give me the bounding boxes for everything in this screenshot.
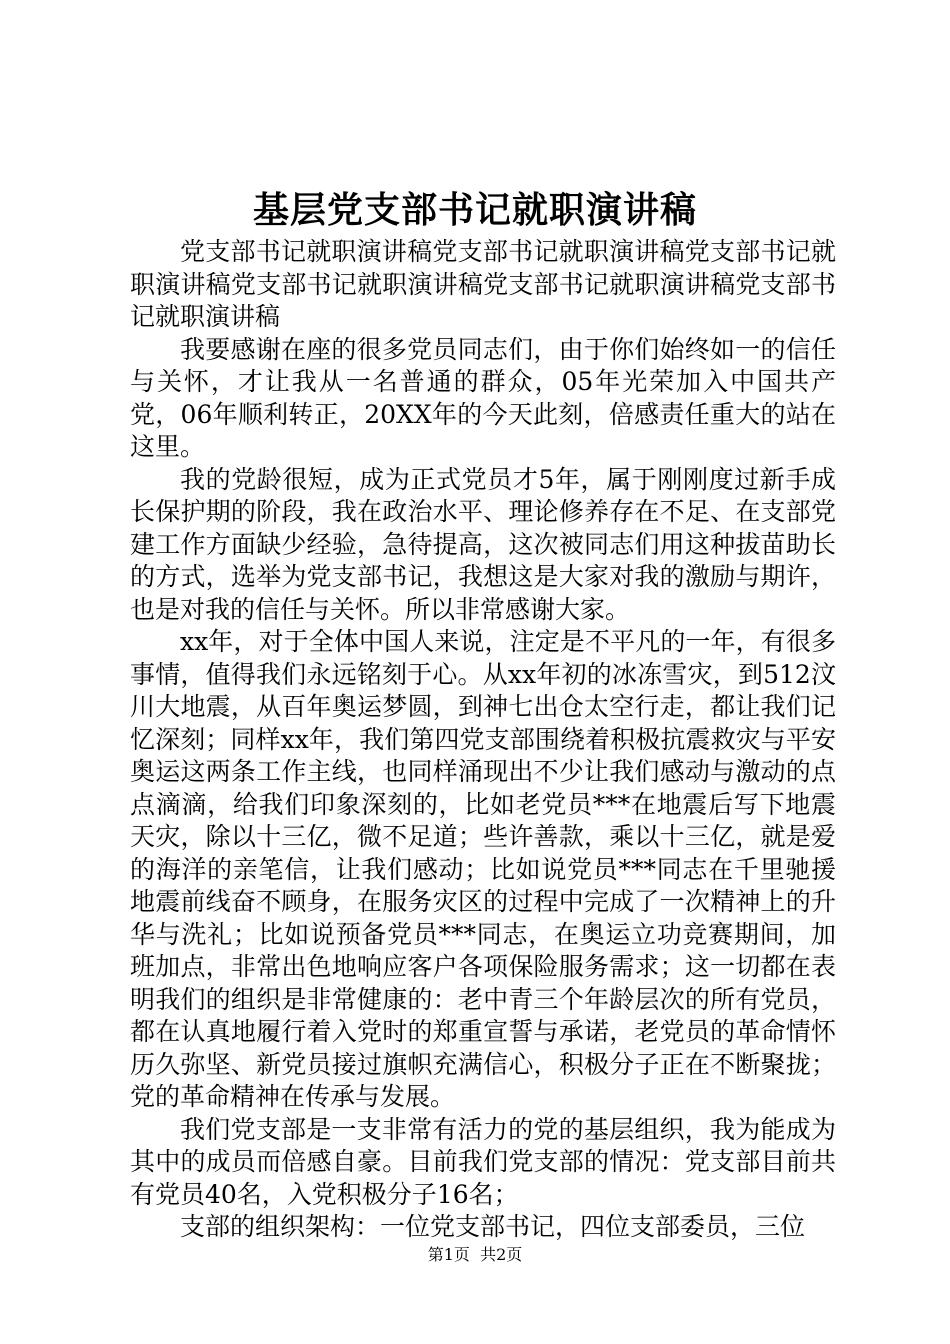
paragraph: 支部的组织架构：一位党支部书记，四位支部委员，三位 [180, 1212, 806, 1241]
paragraph: 我要感谢在座的很多党员同志们，由于你们始终如一的信任与关怀，才让我从一名普通的群众，05年光荣加入中国共产党，06年顺利转正，20XX年的今天此刻，倍感责任重大的站在这里。 [130, 334, 836, 461]
paragraph: 我们党支部是一支非常有活力的党的基层组织，我为能成为其中的成员而倍感自豪。目前我们党支部的情况：党支部目前共有党员40名，入党积极分子16名； [130, 1114, 836, 1209]
page-footer [0, 1244, 950, 1266]
document-body [130, 236, 836, 1244]
page-total: 共2页 [480, 1245, 523, 1264]
document-title: 基层党支部书记就职演讲稿 [252, 189, 697, 231]
paragraph: 我的党龄很短，成为正式党员才5年，属于刚刚度过新手成长保护期的阶段，我在政治水平、理论修养存在不足、在支部党建工作方面缺少经验，急待提高，这次被同志们用这种拔苗助长的方式，选举为党支部书记，我想这是大家对我的激励与期许，也是对我的信任与关怀。所以非常感谢大家。 [130, 464, 836, 624]
paragraph: 党支部书记就职演讲稿党支部书记就职演讲稿党支部书记就职演讲稿党支部书记就职演讲稿党支部书记就职演讲稿党支部书记就职演讲稿 [130, 237, 836, 331]
page-number: 第1页 [427, 1245, 470, 1264]
paragraph: xx年，对于全体中国人来说，注定是不平凡的一年，有很多事情，值得我们永远铭刻于心。从xx年初的冰冻雪灾，到512汶川大地震，从百年奥运梦圆，到神七出仓太空行走，都让我们记忆深刻；同样xx年，我们第四党支部围绕着积极抗震救灾与平安奥运这两条工作主线，也同样涌现出不少让我们感动与激动的点点滴滴，给我们印象深刻的，比如老党员***在地震后写下地震天灾，除以十三亿，微不足道；些许善款，乘以十三亿，就是爱的海洋的亲笔信，让我们感动；比如说党员***同志在千里驰援地震前线奋不顾身，在服务灾区的过程中完成了一次精神上的升华与洗礼；比如说预备党员***同志，在奥运立功竞赛期间，加班加点，非常出色地响应客户各项保险服务需求；这一切都在表明我们的组织是非常健康的：老中青三个年龄层次的所有党员，都在认真地履行着入党时的郑重宣誓与承诺，老党员的革命情怀历久弥坚、新党员接过旗帜充满信心，积极分子正在不断聚拢；党的革命精神在传承与发展。 [130, 627, 836, 1111]
